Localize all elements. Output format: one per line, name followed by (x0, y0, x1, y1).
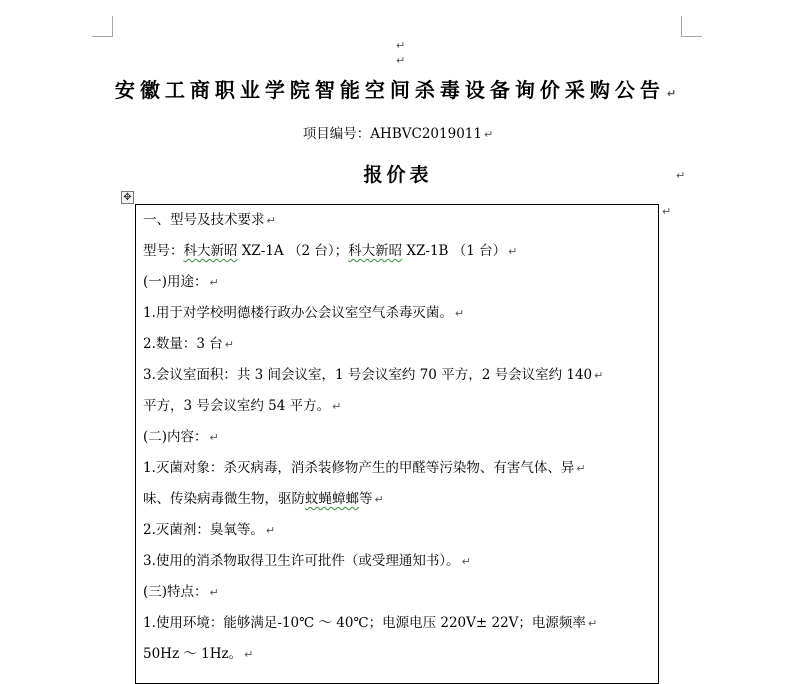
text-line (143, 422, 658, 453)
paragraph-mark: ↵ (576, 462, 586, 475)
table-move-handle-icon[interactable]: ✥ (121, 191, 134, 204)
text-line (143, 608, 658, 639)
paragraph-mark: ↵ (209, 431, 219, 444)
text-line (143, 298, 658, 329)
text-line (143, 360, 658, 391)
paragraph-mark: ↵ (587, 617, 598, 630)
paragraph-mark: ↵ (676, 169, 686, 182)
table-cell-content[interactable] (143, 205, 658, 670)
text-line (143, 484, 658, 515)
text-run: (一)用途： (143, 274, 208, 290)
document-title: 安徽工商职业学院智能空间杀毒设备询价采购公告 ↵ (114, 78, 682, 102)
text-line (143, 236, 658, 267)
paragraph-mark: ↵ (332, 400, 342, 413)
quote-table-heading: 报价表 (363, 164, 433, 186)
text-line (143, 453, 658, 484)
paragraph-mark: ↵ (508, 245, 518, 258)
text-run: 1.用于对学校明德楼行政办公会议室空气杀毒灭菌。 (143, 305, 453, 321)
paragraph-mark: ↵ (454, 307, 465, 320)
text-line (143, 515, 658, 546)
page-corner-mark-top-right (681, 16, 702, 37)
spellcheck-underlined-text: 科大新昭 (183, 243, 238, 259)
text-run: 味、传染病毒微生物，驱防 (143, 491, 305, 507)
text-line (143, 639, 658, 670)
text-run: 平方，3 号会议室约 54 平方。 (143, 398, 331, 414)
text-run: 3.会议室面积：共 3 间会议室，1 号会议室约 70 平方，2 号会议室约 140 (143, 367, 593, 383)
row-end-mark: ↵ (662, 205, 672, 218)
text-run: 等 (359, 491, 373, 507)
text-run: 型号： (143, 243, 184, 259)
paragraph-mark: ↵ (224, 338, 234, 351)
text-run: 1.灭菌对象：杀灭病毒，消杀装修物产生的甲醛等污染物、有害气体、异 (143, 460, 575, 476)
spellcheck-underlined-text: 蚊蝇蟑螂 (305, 491, 359, 507)
text-line (143, 329, 658, 360)
paragraph-mark: ↵ (265, 524, 276, 537)
text-run: 一、型号及技术要求 (143, 212, 265, 228)
text-line (143, 205, 658, 236)
text-line (143, 267, 658, 298)
paragraph-mark: ↵ (209, 276, 219, 289)
text-run: (二)内容： (143, 429, 208, 445)
text-run: 1.使用环境：能够满足-10℃ ～ 40℃；电源电压 220V± 22V；电源频率 (143, 615, 586, 631)
text-run: (三)特点： (143, 584, 208, 600)
text-run: 50Hz ～ 1Hz。 (143, 646, 243, 662)
paragraph-mark: ↵ (244, 648, 254, 661)
project-number: 项目编号：AHBVC2019011 ↵ (302, 126, 494, 142)
text-run: 2.灭菌剂：臭氧等。 (143, 522, 264, 538)
paragraph-mark: ↵ (461, 555, 471, 568)
text-run: XZ-1B （1 台） (402, 243, 507, 259)
text-run: 2.数量：3 台 (143, 336, 223, 352)
text-run: 3.使用的消杀物取得卫生许可批件（或受理通知书）。 (143, 553, 460, 569)
paragraph-mark: ↵ (396, 39, 406, 52)
page-corner-mark-top-left (92, 16, 113, 37)
text-run: XZ-1A （2 台）； (237, 243, 349, 259)
text-line (143, 577, 658, 608)
paragraph-mark: ↵ (594, 369, 604, 382)
paragraph-mark: ↵ (374, 493, 384, 506)
spellcheck-underlined-text: 科大新昭 (348, 243, 403, 259)
paragraph-mark: ↵ (266, 214, 276, 227)
text-line (143, 546, 658, 577)
text-line (143, 391, 658, 422)
paragraph-mark: ↵ (396, 54, 406, 67)
paragraph-mark: ↵ (209, 586, 219, 599)
